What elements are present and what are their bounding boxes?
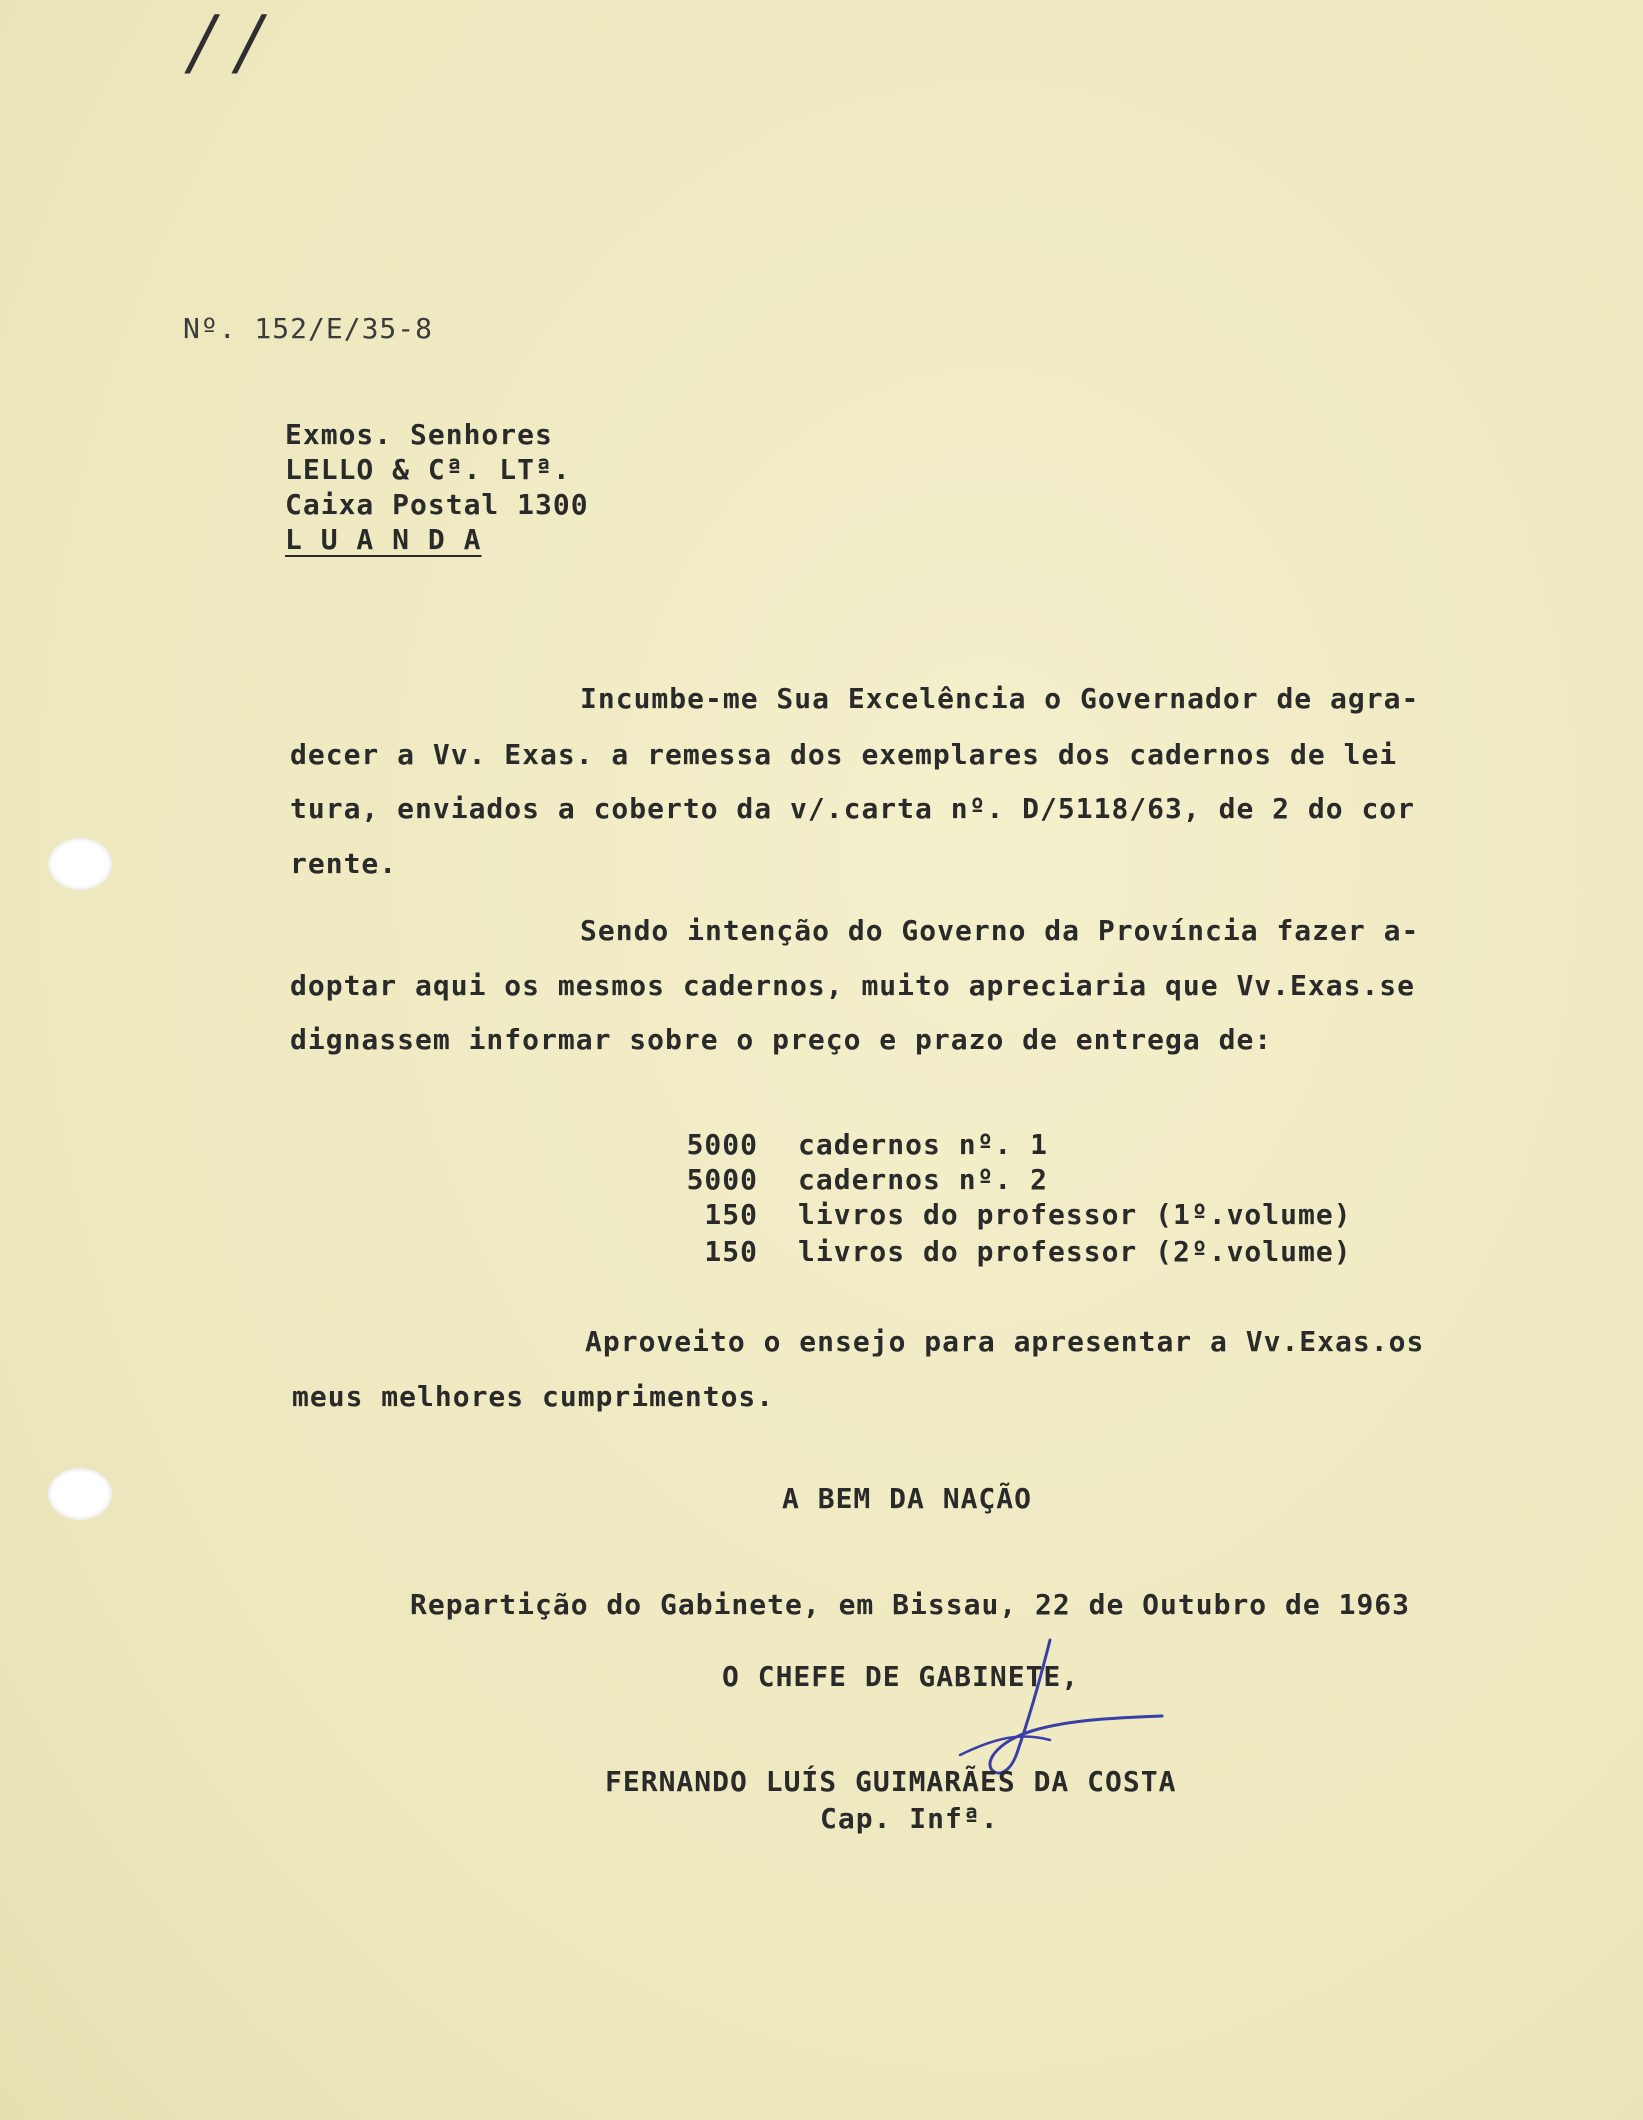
address-city: L U A N D A xyxy=(285,523,482,556)
item-description: livros do professor (2º.volume) xyxy=(798,1235,1352,1268)
item-description: cadernos nº. 1 xyxy=(798,1128,1049,1161)
item-quantity: 5000 xyxy=(686,1163,758,1196)
handwritten-mark: / / xyxy=(190,0,262,84)
signatory-title: O CHEFE DE GABINETE, xyxy=(722,1660,1080,1693)
paragraph-2-line-2: doptar aqui os mesmos cadernos, muito apreciaria que Vv.Exas.se xyxy=(290,969,1416,1002)
item-quantity: 150 xyxy=(704,1235,758,1268)
item-quantity: 5000 xyxy=(686,1128,758,1161)
address-line-2: LELLO & Cª. LTª. xyxy=(285,453,571,486)
paragraph-2-line-1: Sendo intenção do Governo da Província fazer a- xyxy=(580,914,1420,947)
paragraph-3-line-2: meus melhores cumprimentos. xyxy=(292,1380,775,1413)
list-item xyxy=(680,1128,1048,1162)
address-line-3: Caixa Postal 1300 xyxy=(285,488,589,521)
list-item xyxy=(680,1163,1048,1197)
place-and-date: Repartição do Gabinete, em Bissau, 22 de Outubro de 1963 xyxy=(410,1588,1411,1621)
punch-hole-bottom xyxy=(48,1468,112,1520)
item-description: cadernos nº. 2 xyxy=(798,1163,1049,1196)
punch-hole-top xyxy=(48,838,112,890)
item-description: livros do professor (1º.volume) xyxy=(798,1198,1352,1231)
paragraph-1-line-2: decer a Vv. Exas. a remessa dos exemplares dos cadernos de lei xyxy=(290,738,1398,771)
signatory-rank: Cap. Infª. xyxy=(820,1802,999,1835)
item-quantity: 150 xyxy=(704,1198,758,1231)
paragraph-3-line-1: Aproveito o ensejo para apresentar a Vv.Exas.os xyxy=(585,1325,1425,1358)
closing-motto: A BEM DA NAÇÃO xyxy=(782,1482,1033,1515)
paragraph-1-line-1: Incumbe-me Sua Excelência o Governador de agra- xyxy=(580,682,1420,715)
address-line-1: Exmos. Senhores xyxy=(285,418,553,451)
paragraph-1-line-4: rente. xyxy=(290,847,398,880)
signatory-name: FERNANDO LUÍS GUIMARÃES DA COSTA xyxy=(605,1765,1177,1798)
list-item xyxy=(680,1235,1352,1269)
reference-number: Nº. 152/E/35-8 xyxy=(183,312,434,345)
list-item xyxy=(680,1198,1352,1232)
paragraph-1-line-3: tura, enviados a coberto da v/.carta nº. D/5118/63, de 2 do cor xyxy=(290,792,1416,825)
signature-drawing xyxy=(900,1620,1180,1780)
paragraph-2-line-3: dignassem informar sobre o preço e prazo de entrega de: xyxy=(290,1023,1273,1056)
